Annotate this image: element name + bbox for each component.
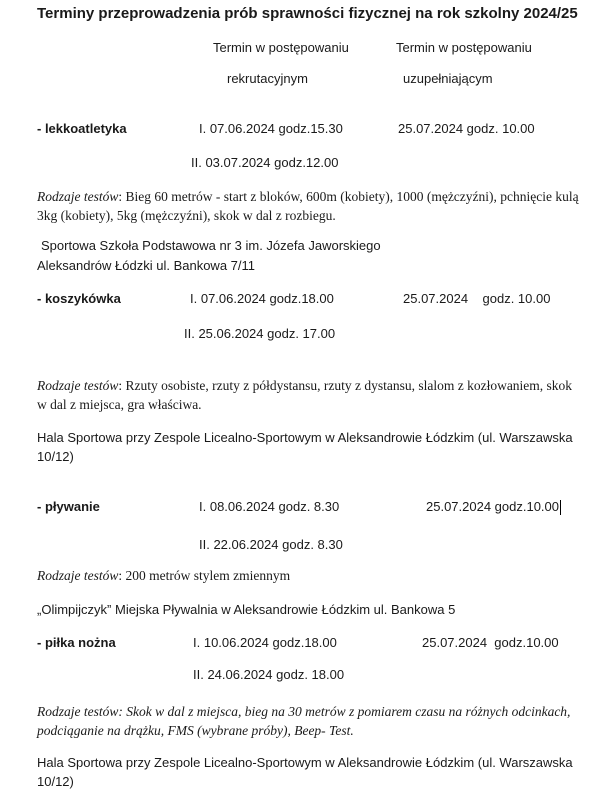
football-supplementary-term: 25.07.2024 godz.10.00 [422, 635, 559, 650]
football-term-2: II. 24.06.2024 godz. 18.00 [193, 667, 345, 682]
athletics-location-line1: Sportowa Szkoła Podstawowa nr 3 im. Józefa Jaworskiego [41, 238, 381, 253]
swimming-term-2: II. 22.06.2024 godz. 8.30 [199, 537, 343, 552]
swimming-tests [37, 568, 290, 584]
tests-label: Rodzaje testów [37, 189, 119, 204]
tests-text: : Skok w dal z miejsca, bieg na 30 metrów z pomiarem czasu na różnych odcinkach, podciąganie na drążku, FMS (wybrane próby), Beep- Test. [37, 704, 571, 738]
basketball-term-1: I. 07.06.2024 godz.18.00 [190, 291, 334, 306]
column-header-recruitment-line1: Termin w postępowaniu [213, 40, 349, 55]
basketball-tests [37, 376, 582, 414]
tests-text: : Bieg 60 metrów - start z bloków, 600m (kobiety), 1000 (mężczyźni), pchnięcie kulą 3kg (kobiety), 5kg (mężczyźni), skok w dal z rozbiegu. [37, 189, 579, 223]
athletics-location-line2: Aleksandrów Łódzki ul. Bankowa 7/11 [37, 258, 255, 273]
tests-label: Rodzaje testów [37, 568, 119, 583]
basketball-supplementary-term: 25.07.2024 godz. 10.00 [403, 291, 551, 306]
swimming-supplementary-text: 25.07.2024 godz.10.00 [426, 499, 560, 514]
discipline-swimming: - pływanie [37, 499, 100, 514]
basketball-term-2: II. 25.06.2024 godz. 17.00 [184, 326, 336, 341]
swimming-location: „Olimpijczyk” Miejska Pływalnia w Aleksandrowie Łódzkim ul. Bankowa 5 [37, 602, 456, 617]
discipline-football: - piłka nożna [37, 635, 116, 650]
football-tests [37, 702, 582, 740]
athletics-term-2: II. 03.07.2024 godz.12.00 [191, 155, 339, 170]
athletics-supplementary-term: 25.07.2024 godz. 10.00 [398, 121, 535, 136]
swimming-term-1: I. 08.06.2024 godz. 8.30 [199, 499, 340, 514]
football-term-1: I. 10.06.2024 godz.18.00 [193, 635, 337, 650]
document-title: Terminy przeprowadzenia prób sprawności fizycznej na rok szkolny 2024/25 [37, 5, 578, 22]
swimming-supplementary-term [426, 499, 561, 515]
column-header-recruitment-line2: rekrutacyjnym [227, 71, 308, 86]
discipline-basketball: - koszykówka [37, 291, 121, 306]
tests-text: : 200 metrów stylem zmiennym [118, 568, 291, 583]
tests-text: : Rzuty osobiste, rzuty z półdystansu, rzuty z dystansu, slalom z kozłowaniem, skok w dal z miejsca, gra właściwa. [37, 378, 573, 412]
column-header-supplementary-line1: Termin w postępowaniu [396, 40, 532, 55]
text-cursor [560, 500, 561, 515]
basketball-location: Hala Sportowa przy Zespole Licealno-Sportowym w Aleksandrowie Łódzkim (ul. Warszawska 10/12) [37, 430, 573, 464]
discipline-athletics: - lekkoatletyka [37, 121, 127, 136]
tests-label: Rodzaje testów [37, 378, 119, 393]
athletics-tests [37, 187, 582, 225]
column-header-supplementary-line2: uzupełniającym [403, 71, 493, 86]
football-location: Hala Sportowa przy Zespole Licealno-Sportowym w Aleksandrowie Łódzkim (ul. Warszawska 10/12) [37, 755, 573, 789]
tests-label: Rodzaje testów [37, 704, 119, 719]
athletics-term-1: I. 07.06.2024 godz.15.30 [199, 121, 343, 136]
